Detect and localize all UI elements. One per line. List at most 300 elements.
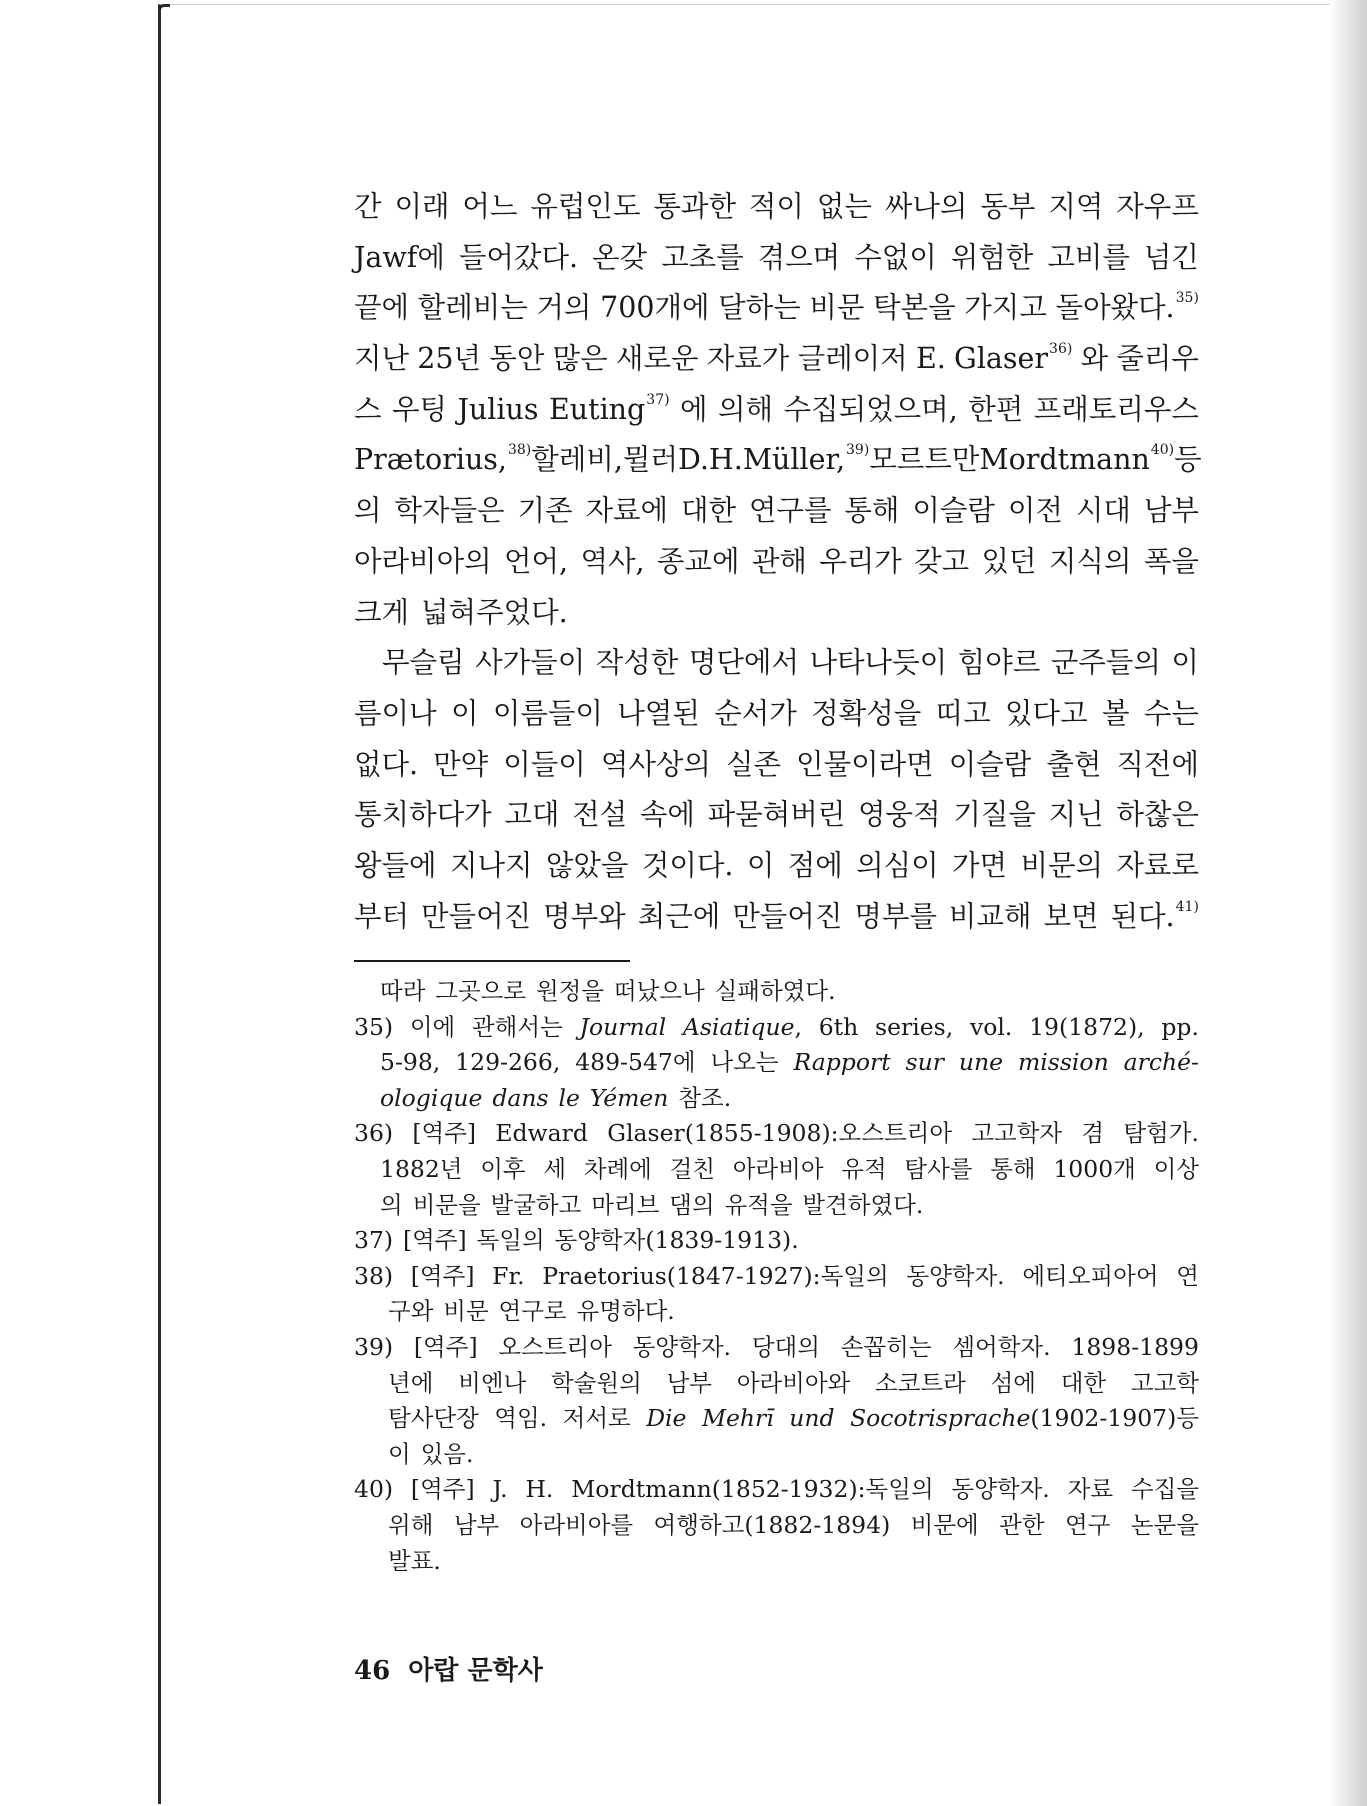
word: 만들어진 xyxy=(732,899,843,933)
footnote-line xyxy=(354,1259,1199,1295)
page-corner xyxy=(158,4,170,22)
text-line xyxy=(354,233,1199,284)
word-part: 유적을 xyxy=(724,1190,793,1219)
word: 우팅 xyxy=(391,392,448,426)
text-line xyxy=(354,435,1202,486)
word xyxy=(455,1045,560,1081)
word-part: 의 xyxy=(380,1190,403,1219)
word-part: 손꼽히는 xyxy=(840,1332,932,1361)
word xyxy=(413,1188,481,1224)
word: 탁본을 xyxy=(873,291,956,325)
word: 어느 xyxy=(462,190,518,223)
word-part: 참조. xyxy=(678,1083,732,1112)
word: 이슬람 xyxy=(912,494,995,528)
word xyxy=(443,1294,488,1330)
italic-title: Asiatique xyxy=(682,1012,795,1041)
word xyxy=(952,1330,1050,1366)
word: Glaser$^{36)}$ xyxy=(954,341,1073,376)
word: 보면 xyxy=(1043,899,1099,933)
word-part: 38) xyxy=(354,1261,394,1290)
word xyxy=(435,974,526,1010)
word xyxy=(388,1544,441,1580)
text-line xyxy=(354,841,1199,892)
text-line xyxy=(354,537,1199,588)
word xyxy=(875,1010,953,1046)
word: 프래토리우스 xyxy=(1033,392,1199,426)
word xyxy=(380,1045,440,1081)
word-part: 유명하다. xyxy=(576,1297,675,1326)
word: 수없이 xyxy=(854,240,937,274)
italic-title: Yémen xyxy=(589,1083,669,1112)
word: 700개에 xyxy=(600,291,710,325)
word-part: 유적 xyxy=(841,1154,887,1183)
word-part: 대한 xyxy=(1060,1368,1107,1397)
word: 시대 xyxy=(1075,494,1131,528)
word-part: (1902-1907)등 xyxy=(1030,1404,1199,1433)
word: 최근에 xyxy=(637,899,721,933)
word: 군주들의 xyxy=(1050,646,1161,680)
word-part: 연구로 xyxy=(498,1297,567,1326)
footnote-line xyxy=(354,1294,1199,1330)
word: 있던 xyxy=(981,544,1037,578)
word xyxy=(1176,1259,1199,1295)
word: 속에 xyxy=(639,798,695,832)
word xyxy=(1053,1152,1136,1188)
word xyxy=(580,1010,667,1046)
word xyxy=(354,1223,393,1259)
text-line xyxy=(354,486,1199,537)
word-part: vol. xyxy=(969,1012,1013,1041)
word xyxy=(911,1508,979,1544)
word: 왕들에 xyxy=(354,848,437,882)
word xyxy=(1154,1152,1199,1188)
footnote-line xyxy=(354,1472,1199,1508)
word-part: 섬에 xyxy=(990,1368,1036,1397)
scan-margin xyxy=(0,0,158,1806)
word xyxy=(525,1472,553,1508)
word-part: H. xyxy=(525,1475,554,1504)
italic-title: und xyxy=(789,1404,835,1433)
word xyxy=(520,1508,634,1544)
word-part: 40) xyxy=(354,1475,394,1504)
word xyxy=(1131,1472,1199,1508)
running-footer xyxy=(354,1650,561,1687)
word xyxy=(715,974,836,1010)
word-part: 역임. xyxy=(494,1404,548,1433)
word xyxy=(536,974,604,1010)
word: 폭을 xyxy=(1143,544,1199,578)
word xyxy=(354,1259,393,1295)
word: 할레비, xyxy=(531,443,623,477)
word: 없는 xyxy=(816,190,872,223)
italic-title: dans xyxy=(492,1083,549,1112)
word xyxy=(1161,1010,1199,1046)
word: 통과한 xyxy=(653,190,736,223)
italic-title: sur xyxy=(905,1048,944,1077)
word: 만약 xyxy=(433,747,489,781)
word xyxy=(1131,1366,1199,1402)
word-part: 따라 xyxy=(380,977,426,1005)
word: 싸나의 xyxy=(884,190,968,223)
footnote-ref: 36) xyxy=(1049,341,1073,358)
word: 된다.$^{41)}$ xyxy=(1110,898,1199,933)
word-part: 비문 xyxy=(443,1297,489,1326)
word-part: 489-547에 xyxy=(575,1048,696,1077)
word: 전설 xyxy=(572,798,628,832)
italic-title: Rapport xyxy=(793,1048,891,1077)
word: 무슬림 xyxy=(382,646,465,680)
word-part: 35) xyxy=(354,1012,394,1041)
word xyxy=(654,1508,891,1544)
word xyxy=(733,1152,824,1188)
word: 이슬람 xyxy=(948,747,1032,781)
word-part: 년에 xyxy=(388,1368,434,1397)
footnote-line xyxy=(354,974,1199,1010)
word: 아라비아의 xyxy=(354,544,492,578)
word: 자료가 xyxy=(706,342,790,376)
word: 가면 xyxy=(952,848,1008,882)
word: 들어갔다. xyxy=(458,240,579,274)
word xyxy=(906,1045,944,1081)
word: 에 xyxy=(680,392,708,426)
italic-title: une xyxy=(958,1048,1004,1077)
word xyxy=(543,1152,566,1188)
word-part: 있음. xyxy=(420,1439,474,1468)
word: 끝에 xyxy=(354,291,410,325)
word-part: 동양학자. xyxy=(632,1332,732,1361)
footnote-line xyxy=(354,1330,1199,1366)
footnote-ref: 37) xyxy=(646,391,670,408)
word-part: 비문에 xyxy=(910,1510,979,1539)
word xyxy=(472,1010,563,1046)
word-part: 아라비아를 xyxy=(519,1510,634,1539)
footnote-line xyxy=(354,1116,1199,1152)
text-line xyxy=(354,182,1199,233)
word: 기질을 xyxy=(953,798,1036,832)
footnote-ref: 38) xyxy=(507,442,532,459)
word-part: 1000개 xyxy=(1053,1154,1136,1183)
word: 띠고 xyxy=(935,696,991,730)
word: 넓혀주었다. xyxy=(421,595,568,629)
word-part: 소코트라 xyxy=(875,1368,966,1397)
word: 않았을 xyxy=(545,848,629,882)
italic-title: ologique xyxy=(380,1083,483,1112)
word-part: 마리브 xyxy=(591,1190,660,1219)
word xyxy=(388,1294,433,1330)
word-part: 그곳으로 xyxy=(435,977,527,1005)
word: 유럽인도 xyxy=(530,190,641,223)
word-part: 실패하였다. xyxy=(714,977,836,1005)
word-part: Edward xyxy=(495,1119,588,1148)
word xyxy=(354,1472,393,1508)
word: 있다고 xyxy=(1005,696,1088,730)
word: 뮐러 xyxy=(622,443,678,477)
word-part: 발견하였다. xyxy=(802,1190,924,1219)
word: 정확성을 xyxy=(811,696,922,730)
word: 기존 xyxy=(517,494,573,528)
word xyxy=(678,1081,731,1117)
footnote-ref: 39) xyxy=(846,442,870,459)
word: 볼 xyxy=(1101,696,1130,730)
word-part: J. xyxy=(492,1475,508,1504)
word: 작성한 xyxy=(595,646,679,680)
word: 명단에서 xyxy=(688,646,799,680)
word xyxy=(458,1366,526,1402)
word-part: series, xyxy=(875,1012,954,1041)
footnote-separator xyxy=(354,960,630,962)
word-part: 위해 xyxy=(388,1510,434,1539)
word xyxy=(454,1508,499,1544)
word: 자료에 xyxy=(585,494,669,528)
word xyxy=(991,1366,1036,1402)
word: 돌아왔다.$^{35)}$ xyxy=(1055,290,1199,325)
word: 자우프 xyxy=(1116,190,1199,223)
word-part: 여행하고(1882-1894) xyxy=(653,1510,891,1539)
word-part: 37) xyxy=(354,1226,394,1255)
word xyxy=(683,1010,802,1046)
word-part: 수집을 xyxy=(1130,1475,1199,1504)
word xyxy=(388,1366,433,1402)
word xyxy=(584,1152,652,1188)
word-part: 아라비아와 xyxy=(736,1368,851,1397)
word xyxy=(480,1152,525,1188)
word: 지역 xyxy=(1048,190,1104,223)
word: 인물이라면 xyxy=(796,747,934,781)
word xyxy=(819,1010,859,1046)
word-part: 자료 xyxy=(1067,1475,1114,1504)
word: 많은 xyxy=(552,342,608,376)
word: 와 xyxy=(1080,342,1109,376)
word-part: 연 xyxy=(1176,1261,1199,1290)
italic-title: arché- xyxy=(1123,1048,1199,1077)
italic-title: Die xyxy=(646,1404,687,1433)
word: 학자들은 xyxy=(394,494,505,528)
word xyxy=(999,1508,1044,1544)
word-part: 이상 xyxy=(1153,1154,1199,1183)
word-part: 동양학자. xyxy=(906,1261,1005,1290)
word-part: 학술원의 xyxy=(551,1368,642,1397)
word-part: 탐험가. xyxy=(1123,1119,1199,1148)
word xyxy=(571,1472,933,1508)
word xyxy=(1081,1116,1104,1152)
word xyxy=(590,1081,669,1117)
word: 대한 xyxy=(680,494,736,528)
word: 것이다. xyxy=(641,848,734,882)
word-part: [역주] xyxy=(402,1226,467,1255)
word: 실존 xyxy=(725,747,782,781)
footnote-ref: 35) xyxy=(1175,290,1199,307)
word: 름이나 xyxy=(354,696,437,730)
word xyxy=(491,1188,582,1224)
word xyxy=(1124,1045,1199,1081)
word: 크게 xyxy=(354,595,410,629)
italic-title: le xyxy=(558,1083,580,1112)
word-part: 1882년 xyxy=(380,1154,463,1183)
word-part: 19(1872), xyxy=(1029,1012,1145,1041)
word xyxy=(959,1045,1003,1081)
word: 동부 xyxy=(980,190,1036,223)
word xyxy=(970,1010,1012,1046)
word-part: 관한 xyxy=(999,1510,1045,1539)
word xyxy=(499,1294,567,1330)
word-part: , xyxy=(794,1012,802,1041)
word xyxy=(411,1472,475,1508)
word: 수는 xyxy=(1143,696,1199,730)
text-line xyxy=(354,740,1199,791)
word xyxy=(380,974,425,1010)
word: 스 xyxy=(354,392,382,426)
word xyxy=(577,1294,675,1330)
word xyxy=(670,1152,715,1188)
word xyxy=(380,1081,482,1117)
word: 달하는 xyxy=(718,291,801,325)
word-part: 고고학자 xyxy=(971,1119,1063,1148)
footnote-line xyxy=(354,1366,1199,1402)
word: 적이 xyxy=(748,190,804,223)
word xyxy=(493,1472,508,1508)
word: 가지고 xyxy=(964,291,1047,325)
word xyxy=(421,1437,474,1473)
text-line xyxy=(354,638,1199,689)
footnote-line xyxy=(354,1010,1199,1046)
word xyxy=(752,1330,820,1366)
word xyxy=(607,1116,952,1152)
word xyxy=(841,1152,886,1188)
word: 고초를 xyxy=(661,240,744,274)
word: 나타나듯이 xyxy=(809,646,948,680)
word: 역사, xyxy=(580,544,645,578)
word xyxy=(354,1330,393,1366)
word: 위험한 xyxy=(950,240,1034,274)
word: 이 xyxy=(746,848,775,882)
word-part: 차례에 xyxy=(583,1154,652,1183)
word: 연구를 xyxy=(748,494,832,528)
footnote-line xyxy=(354,1045,1199,1081)
word: 비문 xyxy=(809,291,865,325)
word xyxy=(667,1366,712,1402)
word-part: 연구 xyxy=(1064,1510,1111,1539)
footnote-ref: 40) xyxy=(1150,442,1175,459)
word xyxy=(990,1152,1035,1188)
word: Euting$^{37)}$ xyxy=(548,391,670,426)
word-part: [역주] xyxy=(410,1261,475,1290)
word-part: 비엔나 xyxy=(458,1368,527,1397)
word-part: Mordtmann(1852-1932):독일의 xyxy=(571,1475,934,1504)
word-part: 원정을 xyxy=(535,977,605,1005)
word: Mordtmann$^{40)}$ xyxy=(979,442,1175,477)
word-part: 1898-1899 xyxy=(1071,1332,1199,1361)
word-part: 동양학자. xyxy=(951,1475,1050,1504)
word xyxy=(737,1366,851,1402)
word-part: 비문을 xyxy=(412,1190,481,1219)
footnote-line xyxy=(354,1544,1199,1580)
word: 남부 xyxy=(1143,494,1199,528)
text-line xyxy=(354,892,1199,943)
word: Müller,$^{39)}$ xyxy=(742,442,870,477)
word xyxy=(702,1401,774,1437)
word xyxy=(841,1330,932,1366)
word: 온갖 xyxy=(592,240,648,274)
word: 의 xyxy=(354,494,382,528)
word: 파묻혀버린 xyxy=(707,798,846,832)
word xyxy=(412,1116,476,1152)
word: 고대 xyxy=(504,798,560,832)
word xyxy=(669,1188,714,1224)
running-title: 아랍 문학사 xyxy=(408,1656,543,1686)
word xyxy=(724,1188,792,1224)
footnote-line xyxy=(354,1081,1199,1117)
word: 25년 xyxy=(417,342,482,376)
page-edge-shadow xyxy=(1330,0,1367,1806)
word: 사가들이 xyxy=(475,646,586,680)
word: 통해 xyxy=(844,494,900,528)
footnotes xyxy=(354,974,1199,1579)
word: 이전 xyxy=(1007,494,1063,528)
italic-title: Socotrisprache xyxy=(850,1404,1031,1433)
word-part: 관해서는 xyxy=(471,1012,563,1041)
word: 의심이 xyxy=(856,848,939,882)
word: 관해 xyxy=(751,544,807,578)
word xyxy=(802,1188,923,1224)
word: 글레이저 xyxy=(797,342,908,376)
word: 줄리우 xyxy=(1116,342,1199,376)
word: 등 xyxy=(1174,443,1202,477)
italic-title: mission xyxy=(1017,1048,1109,1077)
word: 비문의 xyxy=(1020,848,1104,882)
text-line xyxy=(354,283,1199,334)
word-part: 오스트리아 xyxy=(498,1332,612,1361)
word: 역사상의 xyxy=(600,747,711,781)
word: 종교에 xyxy=(656,544,740,578)
word-part: 발굴하고 xyxy=(490,1190,582,1219)
word: D. xyxy=(677,443,709,477)
word-part: 떠났으나 xyxy=(613,977,705,1005)
word: 부터 xyxy=(354,899,410,933)
footnote-line xyxy=(354,1223,1199,1259)
word-part: 저서로 xyxy=(562,1404,631,1433)
word: 의해 xyxy=(718,392,774,426)
word xyxy=(388,1437,411,1473)
page-number: 46 xyxy=(354,1656,391,1686)
word xyxy=(1022,1259,1158,1295)
word-part: 이에 xyxy=(409,1012,456,1041)
footnote-line xyxy=(354,1508,1199,1544)
word xyxy=(495,1116,588,1152)
word: 통치하다가 xyxy=(354,798,492,832)
word: 지식의 xyxy=(1048,544,1132,578)
word-part: 이후 xyxy=(480,1154,526,1183)
word: 겪으며 xyxy=(757,240,841,274)
word: 이 xyxy=(1171,646,1199,680)
word xyxy=(906,1259,1004,1295)
word xyxy=(411,1259,475,1295)
word xyxy=(555,1223,799,1259)
word: 모르트만 xyxy=(869,443,980,477)
word: 이름들이 xyxy=(492,696,603,730)
word xyxy=(1123,1116,1199,1152)
word: 동안 xyxy=(489,342,545,376)
word xyxy=(380,1188,403,1224)
word xyxy=(388,1508,433,1544)
footnote-line xyxy=(354,1188,1199,1224)
word-part: [역주] xyxy=(410,1475,475,1504)
word xyxy=(793,1045,890,1081)
text-line xyxy=(354,689,1199,740)
word: 이 xyxy=(450,696,479,730)
word xyxy=(354,1010,393,1046)
word xyxy=(551,1366,642,1402)
word: 출현 xyxy=(1046,747,1102,781)
